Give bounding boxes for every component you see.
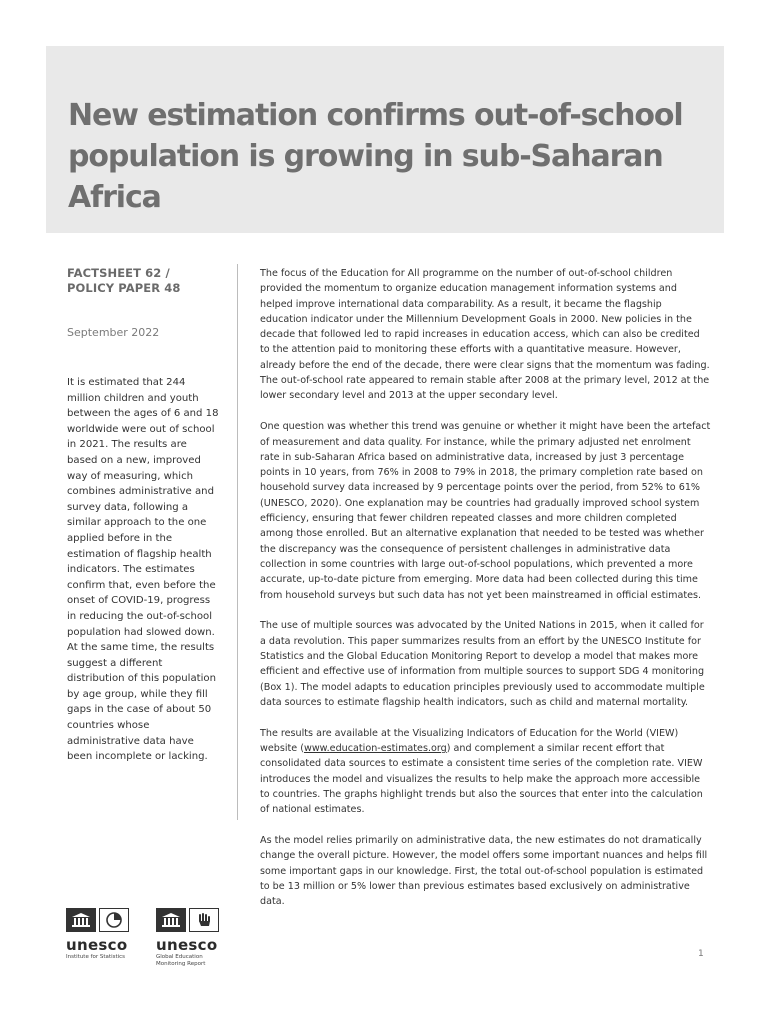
gem-report-logo <box>156 908 228 968</box>
page-title: New estimation confirms out-of-school population is growing in sub-Saharan Africa <box>68 98 683 215</box>
publication-date: September 2022 <box>67 326 160 339</box>
series-label <box>67 266 227 296</box>
paragraph-4-start: The results are available at the Visualizing Indicators of Education for the World (VIEW) website ( <box>260 727 679 755</box>
series-line-factsheet: FACTSHEET 62 / <box>67 266 170 280</box>
logo-strip <box>66 908 228 968</box>
body-paragraph-4 <box>260 726 712 818</box>
title-band <box>46 46 724 233</box>
series-line-policy-paper: POLICY PAPER 48 <box>67 281 181 295</box>
page-number: 1 <box>698 949 704 959</box>
column-divider <box>237 264 238 820</box>
temple-icon <box>156 908 186 932</box>
body-paragraph-2: One question was whether this trend was genuine or whether it might have been the artefact of measurement and data quality. For instance, while the primary adjusted net enrolment rate in sub-Saharan Africa based on administrative data, increased by just 3 percentage points in 10 years, from 76% in 2008 to 79% in 2018, the primary completion rate based on household survey data increased by 9 percentage points over the period, from 52% to 61% (UNESCO, 2020). One explanation may be countries had gradually improved school system efficiency, ensuring that fewer children repeated classes and more children completed among those enrolled. But an alternative explanation that needed to be tested was whether the discrepancy was the consequence of persistent challenges in administrative data collection in some countries with large out-of-school populations, which prevented a more accurate, up-to-date picture from emerging. More data had been collected during this time from household surveys but such data has not yet been mainstreamed in official estimates. <box>260 421 711 601</box>
gem-report-logo-subtitle: Global Education Monitoring Report <box>156 954 206 967</box>
paragraph-4-end: ) and complement a similar recent effort that consolidated data sources to estimate a consistent time series of the completion rate. VIEW introduces the model and visualizes the results to help make the approach more accessible to countries. The graphs highlight trends but also the sources that enter into the calculation of national estimates. <box>260 743 703 816</box>
unesco-wordmark: unesco <box>156 936 218 954</box>
uis-logo-subtitle: Institute for Statistics <box>66 954 126 960</box>
unesco-wordmark: unesco <box>66 936 128 954</box>
hand-icon <box>189 908 219 932</box>
body-column <box>260 266 712 925</box>
body-paragraph-5: As the model relies primarily on administrative data, the new estimates do not dramatically change the overall picture. However, the model offers some important nuances and helps fill some important gaps in our knowledge. First, the total out-of-school population is estimated to be 13 million or 5% lower than previous estimates based exclusively on administrative data. <box>260 835 708 908</box>
temple-icon <box>66 908 96 932</box>
body-paragraph-3: The use of multiple sources was advocated by the United Nations in 2015, when it called for a data revolution. This paper summarizes results from an effort by the UNESCO Institute for Statistics and the Global Education Monitoring Report to develop a model that makes more efficient and effective use of information from multiple sources to support SDG 4 monitoring (Box 1). The model adapts to education principles previously used to accommodate multiple data sources to estimate flagship health indicators, such as child and maternal mortality. <box>260 620 705 708</box>
sidebar <box>67 266 227 763</box>
summary-text: It is estimated that 244 million children and youth between the ages of 6 and 18 worldwide were out of school in 2021. The results are based on a new, improved way of measuring, which combines administrative and survey data, following a similar approach to the one applied before in the estimation of flagship health indicators. The estimates confirm that, even before the onset of COVID-19, progress in reducing the out-of-school population had slowed down. At the same time, the results suggest a different distribution of this population by age group, while they fill gaps in the case of about 50 countries whose administrative data have been incomplete or lacking. <box>67 377 219 763</box>
uis-logo <box>66 908 138 968</box>
body-paragraph-1: The focus of the Education for All programme on the number of out-of-school children provided the momentum to organize education management information systems and helped improve international data comparability. As a result, it became the flagship education indicator under the Millennium Development Goals in 2000. New policies in the decade that followed led to rapid increases in education access, which can also be credited to the attention paid to monitoring these efforts with a quantitative measure. However, already before the end of the decade, there were clear signs that the momentum was fading. The out-of-school rate appeared to remain stable after 2008 at the primary level, 2012 at the lower secondary level and 2013 at the upper secondary level. <box>260 268 710 402</box>
education-estimates-link[interactable]: www.education-estimates.org <box>303 743 447 755</box>
pie-chart-icon <box>99 908 129 932</box>
